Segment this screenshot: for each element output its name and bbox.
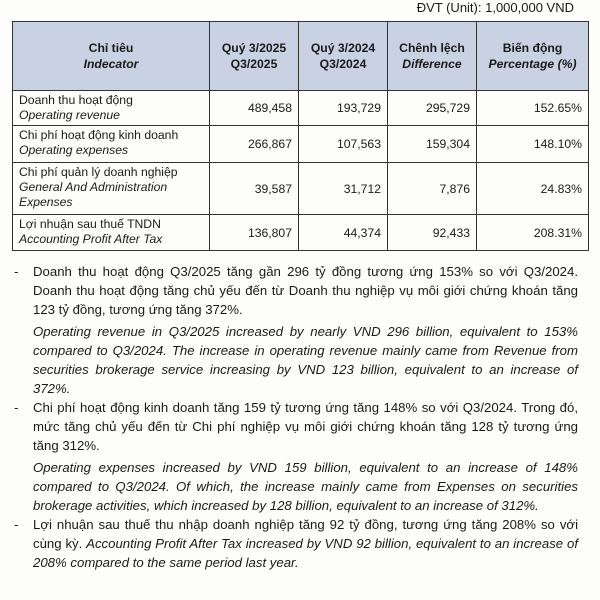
table-row	[13, 91, 589, 126]
cell-difference: 92,433	[388, 215, 477, 251]
bullet-dash: -	[14, 400, 19, 415]
bullet-dash: -	[14, 517, 19, 532]
explanatory-notes	[12, 262, 578, 572]
cell-q3-2025: 136,807	[210, 215, 299, 251]
header-difference: Chênh lệch Difference	[388, 22, 477, 91]
cell-q3-2025: 266,867	[210, 126, 299, 163]
row-label: Doanh thu hoạt động Operating revenue	[13, 91, 210, 126]
cell-percentage: 148.10%	[477, 126, 589, 163]
table-row	[13, 163, 589, 215]
cell-difference: 159,304	[388, 126, 477, 163]
header-percentage: Biến động Percentage (%)	[477, 22, 589, 91]
cell-difference: 295,729	[388, 91, 477, 126]
cell-percentage: 152.65%	[477, 91, 589, 126]
note-vi-text: Chi phí hoạt động kinh doanh tăng 159 tỷ tương ứng tăng 148% so với Q3/2024. Trong đó, mức tăng chủ yếu đến từ Chi phí nghiệp vụ môi giới chứng khoán tăng 128 tỷ tương ứng tăng 312%.	[33, 400, 578, 453]
row-label: Chi phí quản lý doanh nghiệp General And Administration Expenses	[13, 163, 210, 215]
note-en-text: Accounting Profit After Tax increased by VND 92 billion, equivalent to an increase of 208% compared to the same period last year.	[33, 536, 578, 570]
financial-table	[12, 21, 589, 251]
note-en-text: Operating expenses increased by VND 159 billion, equivalent to an increase of 148% compared to Q3/2024. Of which, the increase mainly came from Expenses on securities brokerage activities, which increased by 128 billion, equivalent to an increase of 312%.	[33, 460, 578, 513]
table-row	[13, 126, 589, 163]
cell-q3-2024: 107,563	[299, 126, 388, 163]
cell-q3-2025: 39,587	[210, 163, 299, 215]
header-indicator: Chỉ tiêu Indecator	[13, 22, 210, 91]
bullet-dash: -	[14, 264, 19, 279]
unit-label: ĐVT (Unit): 1,000,000 VND	[416, 0, 574, 15]
cell-percentage: 24.83%	[477, 163, 589, 215]
table-row	[13, 215, 589, 251]
row-label: Lợi nhuận sau thuế TNDN Accounting Profit After Tax	[13, 215, 210, 251]
cell-difference: 7,876	[388, 163, 477, 215]
note-revenue	[12, 262, 578, 398]
cell-q3-2024: 193,729	[299, 91, 388, 126]
row-label: Chi phí hoạt động kinh doanh Operating expenses	[13, 126, 210, 163]
cell-q3-2024: 31,712	[299, 163, 388, 215]
cell-percentage: 208.31%	[477, 215, 589, 251]
table-header-row	[13, 22, 589, 91]
note-profit	[12, 515, 578, 572]
note-expenses	[12, 398, 578, 515]
note-vi-text: Doanh thu hoạt động Q3/2025 tăng gần 296 tỷ đồng tương ứng 153% so với Q3/2024. Doanh thu hoạt động tăng chủ yếu đến từ Doanh thu nghiệp vụ môi giới chứng khoán tăng 123 tỷ đồng, tương ứng tăng 372%.	[33, 264, 578, 317]
header-q3-2025: Quý 3/2025 Q3/2025	[210, 22, 299, 91]
note-en-text: Operating revenue in Q3/2025 increased by nearly VND 296 billion, equivalent to 153% compared to Q3/2024. The increase in operating revenue mainly came from Revenue from securities brokerage service increasing by VND 123 billion, equivalent to an increase of 372%.	[33, 324, 578, 396]
cell-q3-2024: 44,374	[299, 215, 388, 251]
note-vi-text: Lợi nhuận sau thuế thu nhập doanh nghiệp tăng 92 tỷ đồng, tương ứng tăng 208% so với cùng kỳ.	[33, 517, 578, 551]
note-mixed-text	[33, 515, 578, 572]
header-q3-2024: Quý 3/2024 Q3/2024	[299, 22, 388, 91]
cell-q3-2025: 489,458	[210, 91, 299, 126]
